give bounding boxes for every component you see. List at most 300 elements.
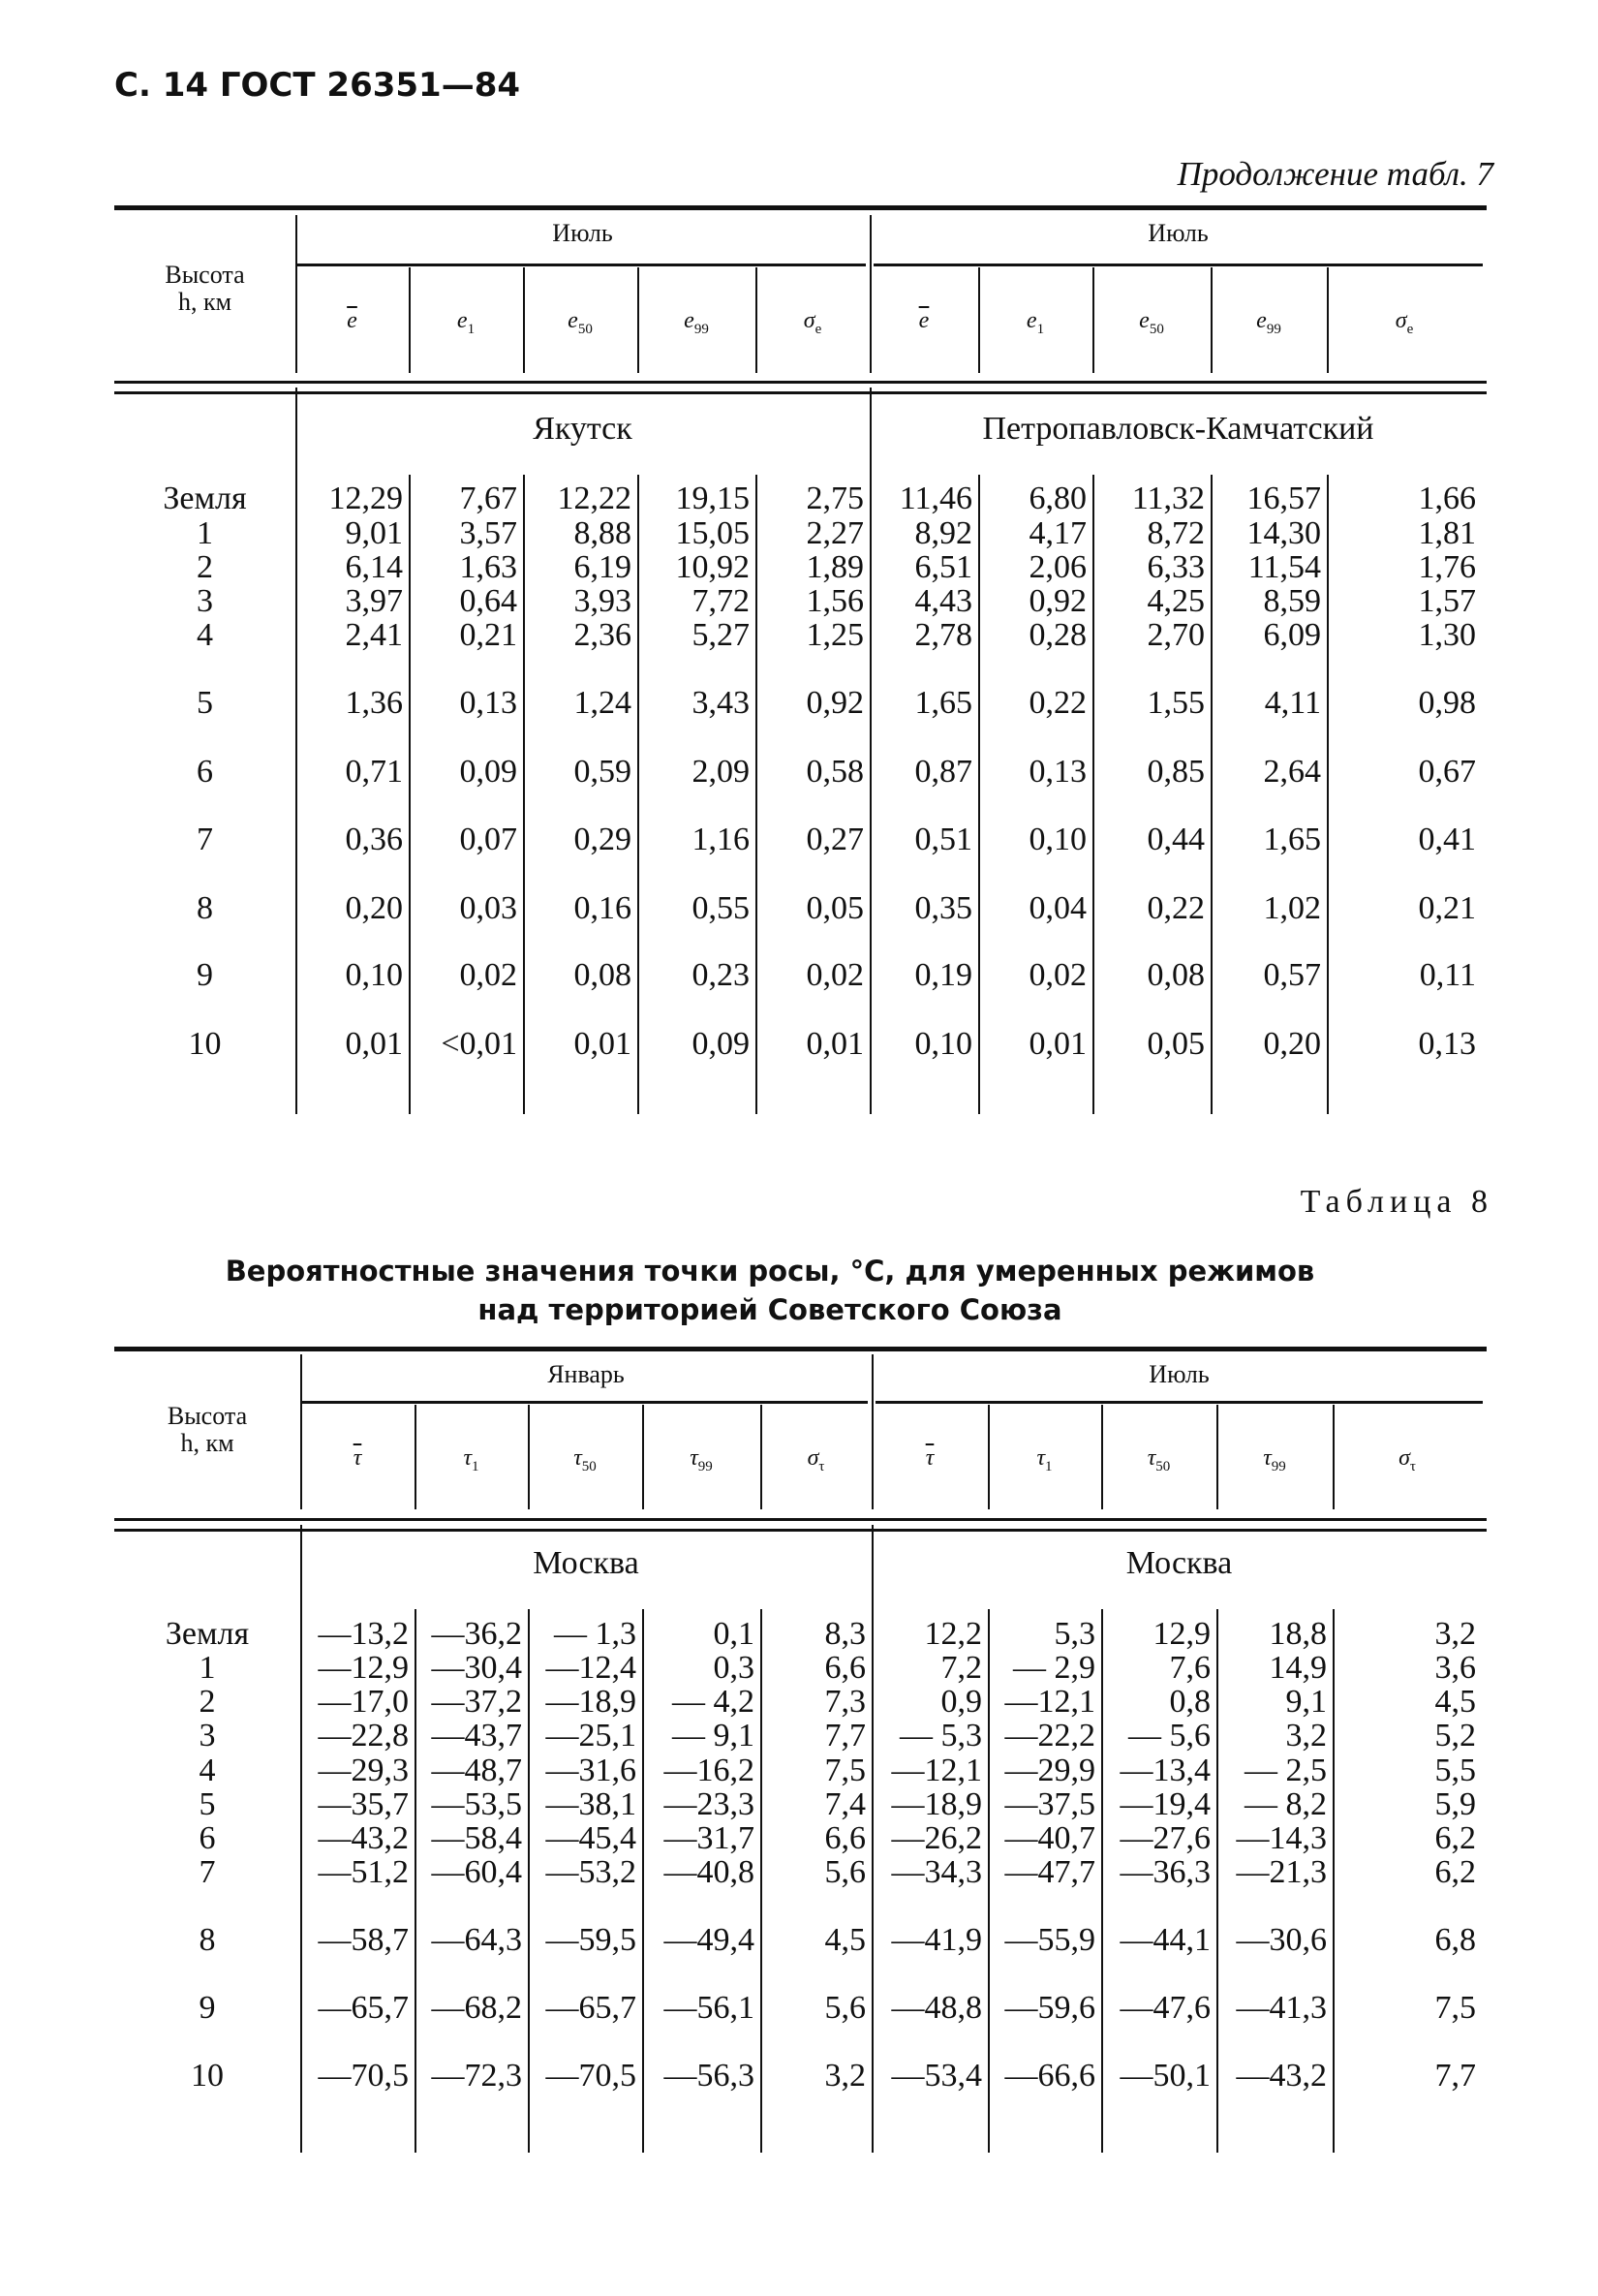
table7-continuation-label: Продолжение табл. 7 [1177, 155, 1493, 193]
table8-cell: —70,5 [545, 2058, 636, 2094]
table8-col-header-2 [415, 1445, 528, 1475]
table8-cell: 5,5 [1434, 1753, 1476, 1788]
table8-cell: —30,6 [1236, 1922, 1327, 1958]
table8-cell: —29,3 [318, 1753, 409, 1788]
table7-cell: 11,54 [1247, 549, 1321, 585]
table8-cell: 5,6 [824, 1990, 866, 2026]
table7-row-label: 9 [197, 957, 213, 993]
table7-group-rule-left [297, 264, 866, 266]
table7-cell: 0,01 [806, 1026, 864, 1062]
table8-cell: — 4,2 [672, 1684, 754, 1720]
table7-station-2: Петропавловск-Камчатский [982, 411, 1374, 447]
table7-cell: 0,87 [914, 754, 972, 790]
table7-cell: 1,25 [806, 617, 864, 653]
table7-cell: 0,10 [345, 957, 403, 993]
table7-cell: 6,80 [1029, 481, 1087, 516]
table8-cell: —50,1 [1120, 2058, 1211, 2094]
table8-cell: —26,2 [891, 1820, 982, 1856]
table8-col-symbol-1: $\overline{\tau}$ [353, 1445, 362, 1471]
table7-cell: 0,16 [573, 890, 631, 926]
table8-col-subscript-8: 50 [1155, 1458, 1171, 1474]
table7-col-header-8 [1092, 308, 1211, 338]
table8-col-symbol-7: τ [1036, 1445, 1046, 1471]
table8-col-header-1 [300, 1445, 415, 1475]
table8-cell: — 5,3 [900, 1718, 982, 1753]
table8-col-header-3 [528, 1445, 642, 1475]
table8-cell: —66,6 [1004, 2058, 1095, 2094]
table8-cell: 12,9 [1152, 1616, 1211, 1652]
table7-cell: 4,11 [1264, 685, 1321, 721]
table8-cell: —53,5 [431, 1786, 522, 1822]
table8-label: Таблица 8 [1300, 1184, 1493, 1220]
table7-row-label: 3 [197, 583, 213, 619]
table7-cell: 0,98 [1418, 685, 1476, 721]
table7-top-rule [114, 205, 1487, 210]
table8-cell: —58,7 [318, 1922, 409, 1958]
page-header: С. 14 ГОСТ 26351—84 [114, 66, 521, 105]
table8-cell: —22,2 [1004, 1718, 1095, 1753]
table8-header-rule-2 [114, 1529, 1487, 1532]
table7-cell: 9,01 [345, 515, 403, 551]
table8-col-header-8 [1101, 1445, 1216, 1475]
table8-cell: —27,6 [1120, 1820, 1211, 1856]
table8-row-label: 4 [199, 1753, 216, 1788]
table7-cell: 0,01 [345, 1026, 403, 1062]
table7-cell: 0,10 [914, 1026, 972, 1062]
table7-cell: 7,72 [691, 583, 750, 619]
table7-cell: 2,75 [806, 481, 864, 516]
table8-cell: —59,5 [545, 1922, 636, 1958]
table7-cell: 6,19 [573, 549, 631, 585]
table7-col-header-10 [1327, 308, 1482, 338]
table8-col-header-9 [1216, 1445, 1333, 1475]
table7-col-subscript-7: 1 [1036, 321, 1045, 337]
table7-cell: 1,55 [1147, 685, 1205, 721]
table7-cell: 0,21 [459, 617, 517, 653]
table8-row-label: 3 [199, 1718, 216, 1753]
table8-cell: 4,5 [1434, 1684, 1476, 1720]
table8-cell: —12,9 [318, 1650, 409, 1686]
table7-group-header-1: Июль [552, 219, 613, 247]
table8-group-rule-left [302, 1401, 868, 1404]
table7-cell: 0,10 [1029, 822, 1087, 857]
table8-col-header-5 [760, 1445, 872, 1475]
table8-col-symbol-2: τ [463, 1445, 473, 1471]
table7-cell: 0,71 [345, 754, 403, 790]
table8-cell: 7,7 [1434, 2058, 1476, 2094]
table8-col-symbol-4: τ [690, 1445, 698, 1471]
table8-cell: 4,5 [824, 1922, 866, 1958]
table7-cell: 0,64 [459, 583, 517, 619]
table7-col-header-1 [295, 308, 409, 338]
table8-col-symbol-10: σ [1398, 1445, 1410, 1471]
table7-col-header-3 [523, 308, 637, 338]
table7-cell: 0,07 [459, 822, 517, 857]
table7-cell: 0,44 [1147, 822, 1205, 857]
table8-cell: —31,7 [663, 1820, 754, 1856]
table7-col-symbol-9: e [1256, 308, 1267, 333]
table8-col-subscript-9: 99 [1271, 1458, 1286, 1474]
table8-cell: 3,2 [824, 2058, 866, 2094]
table7-cell: 0,01 [1029, 1026, 1087, 1062]
table7-col-subscript-5: e [814, 321, 822, 337]
table8-cell: —40,8 [663, 1854, 754, 1890]
table7-cell: 0,23 [691, 957, 750, 993]
table7-cell: 3,43 [691, 685, 750, 721]
table8-cell: —65,7 [318, 1990, 409, 2026]
table7-cell: 1,65 [1263, 822, 1321, 857]
table8-cell: 7,7 [824, 1718, 866, 1753]
table7-cell: 2,70 [1147, 617, 1205, 653]
table7-cell: 0,04 [1029, 890, 1087, 926]
table8-cell: —17,0 [318, 1684, 409, 1720]
table7-cell: 19,15 [675, 481, 750, 516]
table7-row-label: 7 [197, 822, 213, 857]
table8-cell: —45,4 [545, 1820, 636, 1856]
table7-cell: 0,13 [1418, 1026, 1476, 1062]
table7-cell: 0,05 [1147, 1026, 1205, 1062]
table8-cell: —22,8 [318, 1718, 409, 1753]
table7-cell: 11,32 [1131, 481, 1205, 516]
table8-cell: —55,9 [1004, 1922, 1095, 1958]
table7-cell: 0,92 [1029, 583, 1087, 619]
table8-cell: —14,3 [1236, 1820, 1327, 1856]
table7-row-label: 6 [197, 754, 213, 790]
table8-cell: — 1,3 [554, 1616, 636, 1652]
table7-col-symbol-7: e [1026, 308, 1037, 333]
table7-group-rule-right [874, 264, 1483, 266]
table8-cell: 7,5 [824, 1753, 866, 1788]
table7-cell: 4,25 [1147, 583, 1205, 619]
table7-cell: 1,56 [806, 583, 864, 619]
table7-row-label: 2 [197, 549, 213, 585]
table8-cell: —12,1 [891, 1753, 982, 1788]
table7-cell: 2,78 [914, 617, 972, 653]
table7-cell: 12,29 [328, 481, 403, 516]
table7-group-header-2: Июль [1148, 219, 1209, 247]
table7-cell: 0,59 [573, 754, 631, 790]
table8-cell: —13,2 [318, 1616, 409, 1652]
table8-cell: —35,7 [318, 1786, 409, 1822]
table7-row-label: 10 [188, 1026, 222, 1062]
table8-cell: —48,8 [891, 1990, 982, 2026]
table8-row-label: 5 [199, 1786, 216, 1822]
table7-col-subscript-10: e [1406, 321, 1414, 337]
table8-cell: —16,2 [663, 1753, 754, 1788]
table8-cell: 6,2 [1434, 1854, 1476, 1890]
table7-cell: 0,01 [573, 1026, 631, 1062]
table7-cell: 6,14 [345, 549, 403, 585]
table7-cell: 0,27 [806, 822, 864, 857]
table7-col-header-6 [870, 308, 978, 338]
table8-cell: —36,3 [1120, 1854, 1211, 1890]
table7-col-symbol-3: e [568, 308, 578, 333]
table7-col-header-2 [409, 308, 523, 338]
table7-cell: 1,63 [459, 549, 517, 585]
table7-col-header-5 [755, 308, 870, 338]
table7-cell: 2,27 [806, 515, 864, 551]
table8-cell: — 2,9 [1013, 1650, 1095, 1686]
table7-col-header-4 [637, 308, 755, 338]
table7-cell: 0,41 [1418, 822, 1476, 857]
table8-cell: 0,3 [713, 1650, 754, 1686]
table7-cell: 1,76 [1418, 549, 1476, 585]
table7-cell: 0,05 [806, 890, 864, 926]
table7-station-1: Якутск [533, 411, 632, 447]
table8-cell: — 8,2 [1245, 1786, 1327, 1822]
table8-title-line1: Вероятностные значения точки росы, °С, для умеренных режимов [225, 1255, 1315, 1288]
table8-cell: —34,3 [891, 1854, 982, 1890]
table7-cell: 3,93 [573, 583, 631, 619]
table8-col-subscript-10: τ [1409, 1458, 1416, 1474]
table7-cell: 1,81 [1418, 515, 1476, 551]
table8-cell: —18,9 [545, 1684, 636, 1720]
table8-cell: 8,3 [824, 1616, 866, 1652]
table7-cell: 1,57 [1418, 583, 1476, 619]
table7-col-header-7 [978, 308, 1092, 338]
table8-row-label: 10 [191, 2058, 224, 2094]
table8-cell: 0,8 [1169, 1684, 1211, 1720]
table8-cell: —48,7 [431, 1753, 522, 1788]
table7-cell: 11,46 [899, 481, 972, 516]
table7-cell: 0,21 [1418, 890, 1476, 926]
table8-cell: —37,5 [1004, 1786, 1095, 1822]
table7-cell: 2,09 [691, 754, 750, 790]
table7-header-rule-2 [114, 391, 1487, 394]
table7-col-subscript-2: 1 [467, 321, 476, 337]
table7-cell: 0,22 [1147, 890, 1205, 926]
table8-col-symbol-8: τ [1147, 1445, 1156, 1471]
table8-cell: 7,6 [1169, 1650, 1211, 1686]
table8-cell: 5,9 [1434, 1786, 1476, 1822]
table8-cell: —13,4 [1120, 1753, 1211, 1788]
table7-cell: 2,36 [573, 617, 631, 653]
table8-cell: — 2,5 [1245, 1753, 1327, 1788]
table7-cell: 1,24 [573, 685, 631, 721]
table8-cell: —56,1 [663, 1990, 754, 2026]
table8-cell: 3,2 [1434, 1616, 1476, 1652]
table7-row-label: 8 [197, 890, 213, 926]
table7-height-label: Высота [165, 261, 245, 289]
table8-cell: —29,9 [1004, 1753, 1095, 1788]
table7-col-symbol-10: σ [1395, 308, 1407, 333]
table8-cell: —40,7 [1004, 1820, 1095, 1856]
table7-cell: 0,09 [691, 1026, 750, 1062]
table7-cell: 0,08 [573, 957, 631, 993]
table7-col-symbol-5: σ [803, 308, 815, 333]
table7-cell: 1,16 [691, 822, 750, 857]
table8-height-unit: h, км [180, 1429, 234, 1457]
table8-cell: 0,9 [940, 1684, 982, 1720]
table7-cell: 0,08 [1147, 957, 1205, 993]
table7-cell: 5,27 [691, 617, 750, 653]
table8-cell: 7,2 [940, 1650, 982, 1686]
table7-col-subscript-4: 99 [693, 321, 709, 337]
table7-cell: 0,51 [914, 822, 972, 857]
table8-col-header-10 [1333, 1445, 1482, 1475]
table7-cell: 0,03 [459, 890, 517, 926]
table8-cell: 3,2 [1285, 1718, 1327, 1753]
table8-cell: 5,6 [824, 1854, 866, 1890]
table7-cell: 8,88 [573, 515, 631, 551]
table7-cell: 0,09 [459, 754, 517, 790]
table8-row-label: 6 [199, 1820, 216, 1856]
table8-col-symbol-3: τ [573, 1445, 582, 1471]
table8-col-symbol-9: τ [1263, 1445, 1272, 1471]
table7-col-header-9 [1211, 308, 1327, 338]
table7-cell: 0,55 [691, 890, 750, 926]
table8-header-rule-1 [114, 1518, 1487, 1521]
table7-cell: 0,57 [1263, 957, 1321, 993]
table8-cell: —53,4 [891, 2058, 982, 2094]
table8-title [155, 1252, 1385, 1329]
table8-cell: 18,8 [1269, 1616, 1327, 1652]
table7-cell: 2,06 [1029, 549, 1087, 585]
table7-cell: 1,30 [1418, 617, 1476, 653]
table7-col-subscript-9: 99 [1266, 321, 1281, 337]
table8-cell: —43,2 [318, 1820, 409, 1856]
table7-cell: 0,13 [1029, 754, 1087, 790]
table8-cell: —72,3 [431, 2058, 522, 2094]
table8-cell: —23,3 [663, 1786, 754, 1822]
table8-station-2: Москва [1125, 1545, 1233, 1581]
table7-col-symbol-8: e [1139, 308, 1150, 333]
table8-cell: —49,4 [663, 1922, 754, 1958]
table8-group-rule-right [876, 1401, 1483, 1404]
table7-row-label: 5 [197, 685, 213, 721]
table8-row-label: 8 [199, 1922, 216, 1958]
table8-cell: 6,2 [1434, 1820, 1476, 1856]
table7-cell: 0,29 [573, 822, 631, 857]
table7-cell: 0,58 [806, 754, 864, 790]
table8-col-header-6 [872, 1445, 988, 1475]
table8-cell: —31,6 [545, 1753, 636, 1788]
table8-cell: 14,9 [1269, 1650, 1327, 1686]
table7-cell: 0,02 [1029, 957, 1087, 993]
table7-cell: 8,92 [914, 515, 972, 551]
table7-cell: 6,09 [1263, 617, 1321, 653]
table7-col-symbol-4: e [684, 308, 694, 333]
table7-row-label: Земля [163, 481, 247, 516]
table8-row-label: 9 [199, 1990, 216, 2026]
table8-cell: 6,6 [824, 1650, 866, 1686]
table7-cell: 0,20 [345, 890, 403, 926]
table7-cell: 12,22 [557, 481, 631, 516]
table8-col-subscript-7: 1 [1045, 1458, 1053, 1474]
table7-cell: 0,92 [806, 685, 864, 721]
table8-cell: —47,7 [1004, 1854, 1095, 1890]
table8-group-header-2: Июль [1149, 1360, 1210, 1388]
table7-cell: 0,11 [1419, 957, 1476, 993]
table8-col-symbol-6: $\overline{\tau}$ [925, 1445, 935, 1471]
table8-cell: 7,5 [1434, 1990, 1476, 2026]
table7-cell: 2,41 [345, 617, 403, 653]
table7-cell: 0,85 [1147, 754, 1205, 790]
table7-cell: 6,33 [1147, 549, 1205, 585]
table7-cell: 0,20 [1263, 1026, 1321, 1062]
table7-cell: 0,19 [914, 957, 972, 993]
table8-col-header-4 [642, 1445, 760, 1475]
table8-col-subscript-2: 1 [472, 1458, 479, 1474]
table8-col-subscript-4: 99 [697, 1458, 713, 1474]
table8-cell: —19,4 [1120, 1786, 1211, 1822]
table8-row-label: 7 [199, 1854, 216, 1890]
table7-cell: 1,36 [345, 685, 403, 721]
table8-cell: — 5,6 [1128, 1718, 1211, 1753]
table7-cell: 0,02 [806, 957, 864, 993]
table7-cell: 1,89 [806, 549, 864, 585]
table7-cell: 8,59 [1263, 583, 1321, 619]
table7-col-subscript-3: 50 [577, 321, 593, 337]
table8-cell: — 9,1 [672, 1718, 754, 1753]
table8-cell: —18,9 [891, 1786, 982, 1822]
table8-cell: —43,2 [1236, 2058, 1327, 2094]
table8-cell: —38,1 [545, 1786, 636, 1822]
table7-cell: 0,22 [1029, 685, 1087, 721]
table7-cell: 4,17 [1029, 515, 1087, 551]
table8-cell: —12,1 [1004, 1684, 1095, 1720]
table7-cell: 0,35 [914, 890, 972, 926]
table7-cell: 3,57 [459, 515, 517, 551]
table8-cell: 3,6 [1434, 1650, 1476, 1686]
table7-cell: 1,66 [1418, 481, 1476, 516]
table8-cell: 7,4 [824, 1786, 866, 1822]
table7-header-rule-1 [114, 381, 1487, 384]
table7-cell: 1,65 [914, 685, 972, 721]
table8-cell: —41,9 [891, 1922, 982, 1958]
table8-cell: —41,3 [1236, 1990, 1327, 2026]
table8-row-label: 1 [199, 1650, 216, 1686]
table7-col-subscript-8: 50 [1149, 321, 1164, 337]
table8-cell: —37,2 [431, 1684, 522, 1720]
table7-row-label: 1 [197, 515, 213, 551]
table8-cell: —21,3 [1236, 1854, 1327, 1890]
table8-cell: —64,3 [431, 1922, 522, 1958]
table8-cell: 6,8 [1434, 1922, 1476, 1958]
table8-row-label: 2 [199, 1684, 216, 1720]
table8-cell: —44,1 [1120, 1922, 1211, 1958]
table7-cell: 0,28 [1029, 617, 1087, 653]
table8-cell: —47,6 [1120, 1990, 1211, 2026]
table8-group-header-1: Январь [547, 1360, 625, 1388]
table8-title-line2: над территорией Советского Союза [477, 1293, 1062, 1326]
table8-cell: 6,6 [824, 1820, 866, 1856]
table8-row-label: Земля [165, 1616, 250, 1652]
table8-cell: —53,2 [545, 1854, 636, 1890]
table8-cell: —65,7 [545, 1990, 636, 2026]
table8-cell: 5,2 [1434, 1718, 1476, 1753]
table7-cell: 0,13 [459, 685, 517, 721]
table7-cell: 1,02 [1263, 890, 1321, 926]
table7-cell: 8,72 [1147, 515, 1205, 551]
table8-cell: —70,5 [318, 2058, 409, 2094]
table8-height-label: Высота [167, 1402, 248, 1430]
table8-station-1: Москва [533, 1545, 639, 1581]
table8-cell: —59,6 [1004, 1990, 1095, 2026]
table8-col-symbol-5: σ [807, 1445, 819, 1471]
table8-cell: —51,2 [318, 1854, 409, 1890]
table7-cell: 10,92 [675, 549, 750, 585]
table8-cell: 9,1 [1285, 1684, 1327, 1720]
table7-col-symbol-6: $\overline{e}$ [918, 308, 930, 333]
table7-col-symbol-2: e [456, 308, 468, 333]
table8-cell: —43,7 [431, 1718, 522, 1753]
table8-cell: —12,4 [545, 1650, 636, 1686]
table8-height-header [114, 1403, 300, 1457]
table7-cell: 3,97 [345, 583, 403, 619]
table7-cell: 14,30 [1246, 515, 1321, 551]
table7-row-label: 4 [197, 617, 213, 653]
